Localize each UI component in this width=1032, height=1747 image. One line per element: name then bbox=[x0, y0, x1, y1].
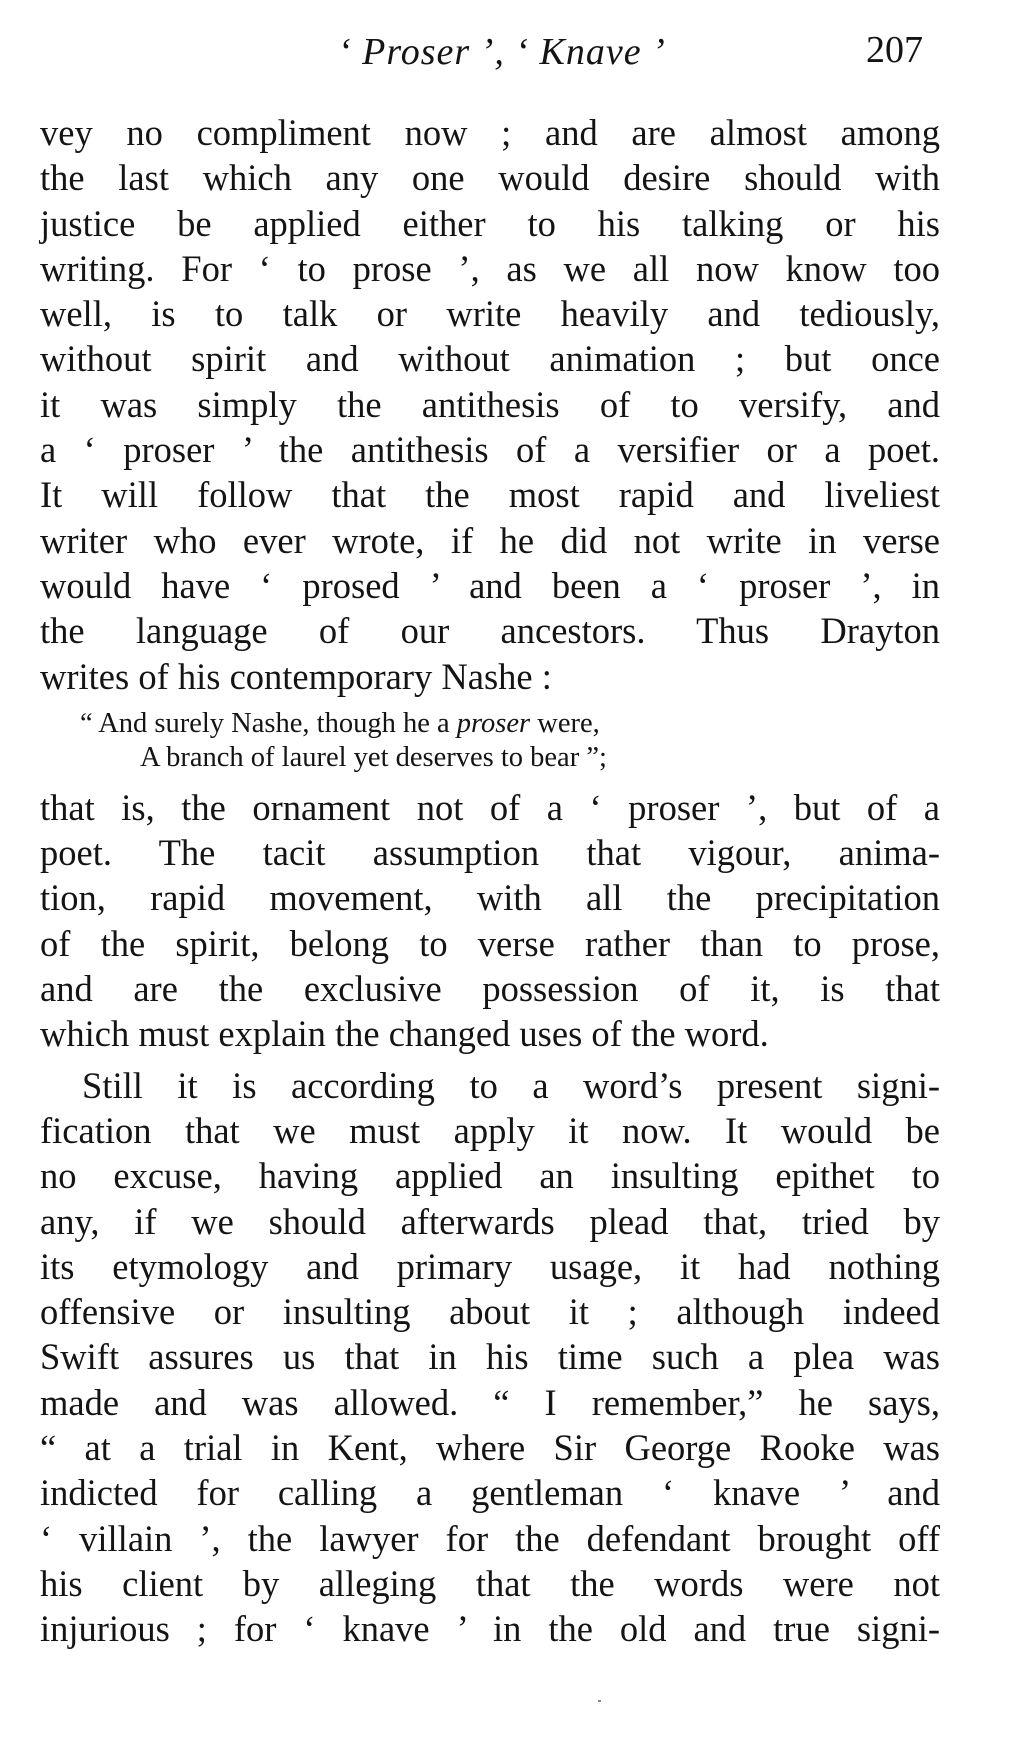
text-line: writing. For ‘ to prose ’, as we all now know too bbox=[40, 247, 940, 289]
text-line: its etymology and primary usage, it had nothing bbox=[40, 1245, 940, 1287]
text-line: poet. The tacit assumption that vigour, anima- bbox=[40, 832, 940, 874]
text-line: vey no compliment now ; and are almost among bbox=[40, 112, 940, 153]
text-line: it was simply the antithesis of to versify, and bbox=[40, 383, 940, 425]
quote-line-2: A branch of laurel yet deserves to bear ”; bbox=[140, 741, 607, 773]
text-line: “ at a trial in Kent, where Sir George Rooke was bbox=[40, 1427, 940, 1469]
text-line: made and was allowed. “ I remember,” he says, bbox=[40, 1381, 940, 1423]
quote-line-1 bbox=[40, 707, 940, 741]
text-line: that is, the ornament not of a ‘ proser ’, but of a bbox=[40, 786, 940, 828]
verse-quotation bbox=[40, 707, 940, 775]
text-line: writer who ever wrote, if he did not write in verse bbox=[40, 519, 940, 561]
text-line: of the spirit, belong to verse rather than to prose, bbox=[40, 922, 940, 964]
text-line: the last which any one would desire should with bbox=[40, 157, 940, 199]
text-line: It will follow that the most rapid and liveliest bbox=[40, 474, 940, 516]
paragraph-continued bbox=[40, 110, 940, 699]
text-line: without spirit and without animation ; but once bbox=[40, 338, 940, 380]
running-head bbox=[40, 22, 940, 82]
text-line: writes of his contemporary Nashe : bbox=[40, 655, 552, 697]
page-number: 207 bbox=[866, 29, 923, 71]
text-line: would have ‘ prosed ’ and been a ‘ proser ’, in bbox=[40, 564, 940, 606]
quote-text: “ And surely Nashe, though he a bbox=[80, 707, 457, 739]
body-text bbox=[40, 110, 940, 1652]
text-line: Swift assures us that in his time such a plea was bbox=[40, 1336, 940, 1378]
quote-text: were, bbox=[530, 707, 600, 739]
text-line: indicted for calling a gentleman ‘ knave ’ and bbox=[40, 1472, 940, 1514]
text-line: offensive or insulting about it ; although indeed bbox=[40, 1291, 940, 1333]
print-speck bbox=[598, 1700, 601, 1702]
text-line: fication that we must apply it now. It would be bbox=[40, 1109, 940, 1151]
text-line: which must explain the changed uses of the word. bbox=[40, 1013, 769, 1055]
text-line: injurious ; for ‘ knave ’ in the old and true signi- bbox=[40, 1608, 940, 1650]
quote-italic-word: proser bbox=[456, 707, 531, 739]
text-line: Still it is according to a word’s present signi- bbox=[82, 1064, 940, 1106]
text-line: a ‘ proser ’ the antithesis of a versifier or a poet. bbox=[40, 429, 940, 471]
paragraph-after-quote bbox=[40, 785, 940, 1057]
text-line: his client by alleging that the words were not bbox=[40, 1562, 940, 1604]
text-line: ‘ villain ’, the lawyer for the defendant brought off bbox=[40, 1517, 940, 1559]
running-title: ‘ Proser ’, ‘ Knave ’ bbox=[338, 31, 666, 73]
text-line: the language of our ancestors. Thus Drayton bbox=[40, 610, 940, 652]
paragraph-new bbox=[40, 1063, 940, 1652]
text-line: any, if we should afterwards plead that, tried by bbox=[40, 1200, 940, 1242]
text-line: tion, rapid movement, with all the precipitation bbox=[40, 877, 940, 919]
text-line: justice be applied either to his talking or his bbox=[40, 202, 940, 244]
text-line: well, is to talk or write heavily and tediously, bbox=[40, 293, 940, 335]
text-line: no excuse, having applied an insulting epithet to bbox=[40, 1155, 940, 1197]
text-line: and are the exclusive possession of it, is that bbox=[40, 968, 940, 1010]
